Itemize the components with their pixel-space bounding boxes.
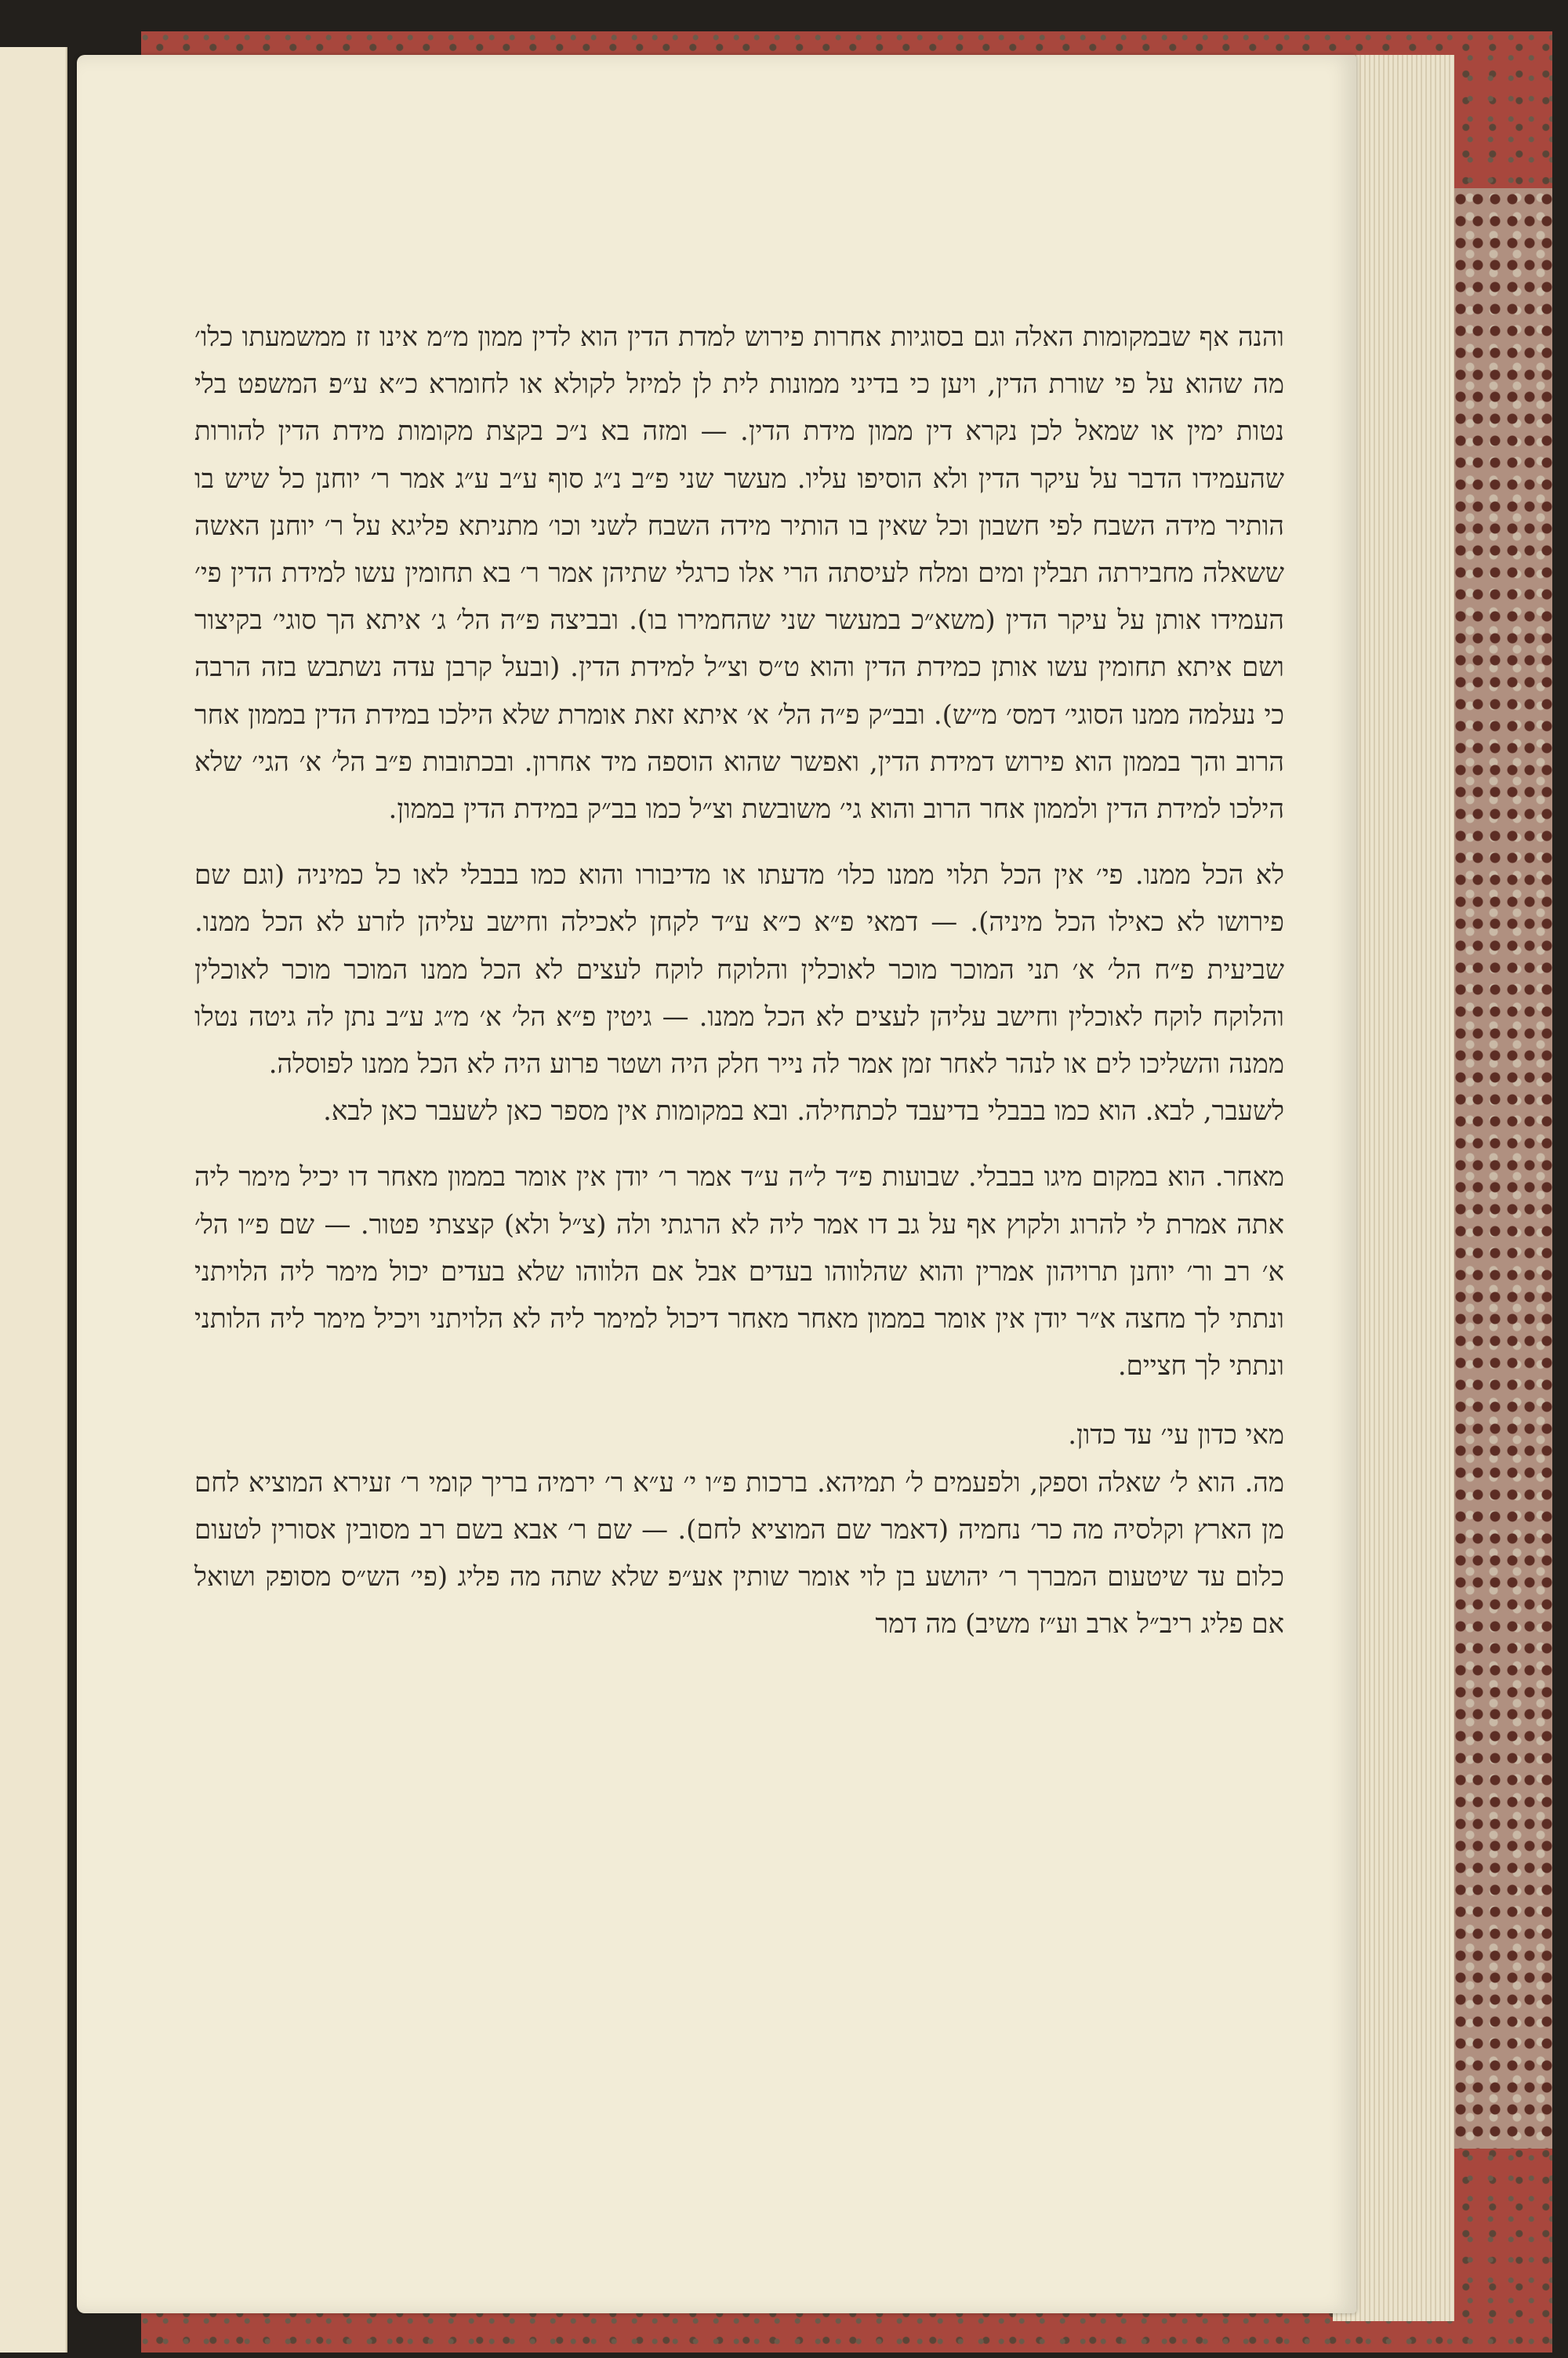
paragraph-ma: מה. הוא ל׳ שאלה וספק, ולפעמים ל׳ תמיהא. ברכות פ״ו י׳ ע״א ר׳ ירמיה בריך קומי ר׳ זעירא המוציא לחם מן הארץ וקלסיה מה כר׳ נחמיה (דאמר שם המוציא לחם). — שם ר׳ אבא בשם רב מסובין אסורין לטעום כלום עד שיטעום המברך ר׳ יהושע בן לוי אומר שותין אע״פ שלא שתה מה פליג (פי׳ הש״ס מסופק ושואל אם פליג ריב״ל ארב וע״ז משיב) מה דמר	[194, 1466, 1284, 1640]
paragraph-meachar: מאחר. הוא במקום מיגו בבבלי. שבועות פ״ד ל״ה ע״ד אמר ר׳ יודן אין אומר בממון מאחר דו יכיל מימר ליה אתה אמרת לי להרוג ולקוץ אף על גב דו אמר ליה לא הרגתי ולה (צ״ל ולא) קצצתי פטור. — שם פ״ו הל׳ א׳ רב ור׳ יוחנן תרויהון אמרין והוא שהלווהו בעדים אבל אם הלווהו שלא בעדים יכול מימר ליה הלויתני ונתתי לך מחצה א״ר יודן אין אומר בממון מאחר מאחר דיכול למימר ליה לא הלויתני ויכיל מימר ליה הלותני ונתתי לך חציים.	[194, 1161, 1284, 1382]
paragraph-leshaavar-lava: לשעבר, לבא. הוא כמו בבבלי בדיעבד לכתחילה. ובא במקומות אין מספר כאן לשעבר כאן לבא.	[323, 1095, 1284, 1128]
book-page	[77, 55, 1356, 2313]
facing-page-edge	[0, 47, 67, 2353]
page-text	[194, 314, 1284, 1648]
paragraph-lo-hakol-mimenu: לא הכל ממנו. פי׳ אין הכל תלוי ממנו כלו׳ מדעתו או מדיבורו והוא כמו בבבלי לאו כל כמיניה (וגם שם פירושו לא כאילו הכל מיניה). — דמאי פ״א כ״א ע״ד לקחן לאכילה וחישב עליהן לזרע לא הכל ממנו. שביעית פ״ח הל׳ א׳ תני המוכר מוכר לאוכלין והלוקח לוקח לעצים לא הכל ממנו המוכר מוכר לאוכלין והלוקח לוקח לאוכלין וחישב עליהן לעצים לא הכל ממנו. — גיטין פ״א הל׳ א׳ מ״ג ע״ב נתן לה גיטה נטלו ממנה והשליכו לים או לנהר לאחר זמן אמר לה נייר חלק היה ושטר פרוע היה לא הכל ממנו לפוסלה.	[194, 859, 1285, 1081]
paragraph-midat-hadin: והנה אף שבמקומות האלה וגם בסוגיות אחרות פירוש למדת הדין הוא לדין ממון מ״מ אינו זז ממשמעתו כלו׳ מה שהוא על פי שורת הדין, ויען כי בדיני ממונות לית לן למיזל לקולא או לחומרא כ״א ע״פ המשפט בלי נטות ימין או שמאל לכן נקרא דין ממון מידת הדין. — ומזה בא נ״כ בקצת מקומות מידת הדין להורות שהעמידו הדבר על עיקר הדין ולא הוסיפו עליו. מעשר שני פ״ב נ״ג סוף ע״ב ע״ג אמר ר׳ יוחנן כל שיש בו הותיר מידה השבח לפי חשבון וכל שאין בו הותיר מידה השבח לשני וכו׳ מתניתא פליגא על ר׳ יוחנן האשה ששאלה מחבירתה תבלין ומים ומלח לעיסתה הרי אלו כרגלי שתיהן אמר ר׳ בא תחומין עשו למידת הדין פי׳ העמידו אותן על עיקר הדין (משא״כ במעשר שני שהחמירו בו). ובביצה פ״ה הל׳ ג׳ איתא הך סוגי׳ בקיצור ושם איתא תחומין עשו אותן כמידת הדין והוא ט״ס וצ״ל למידת הדין. (ובעל קרבן עדה נשתבש בזה הרבה כי נעלמה ממנו הסוגי׳ דמס׳ מ״ש). ובב״ק פ״ה הל׳ א׳ איתא זאת אומרת שלא הילכו במידת הדין בממון אחר הרוב והך בממון הוא פירוש דמידת הדין, ואפשר שהוא הוספה מיד אחרון. ובכתובות פ״ב הל׳ א׳ הגי׳ שלא הילכו למידת הדין ולממון אחר הרוב והוא גי׳ משובשת וצ״ל כמו בב״ק במידת הדין בממון.	[194, 322, 1284, 826]
paragraph-mai-kedun: מאי כדון עי׳ עד כדון.	[1068, 1419, 1284, 1451]
